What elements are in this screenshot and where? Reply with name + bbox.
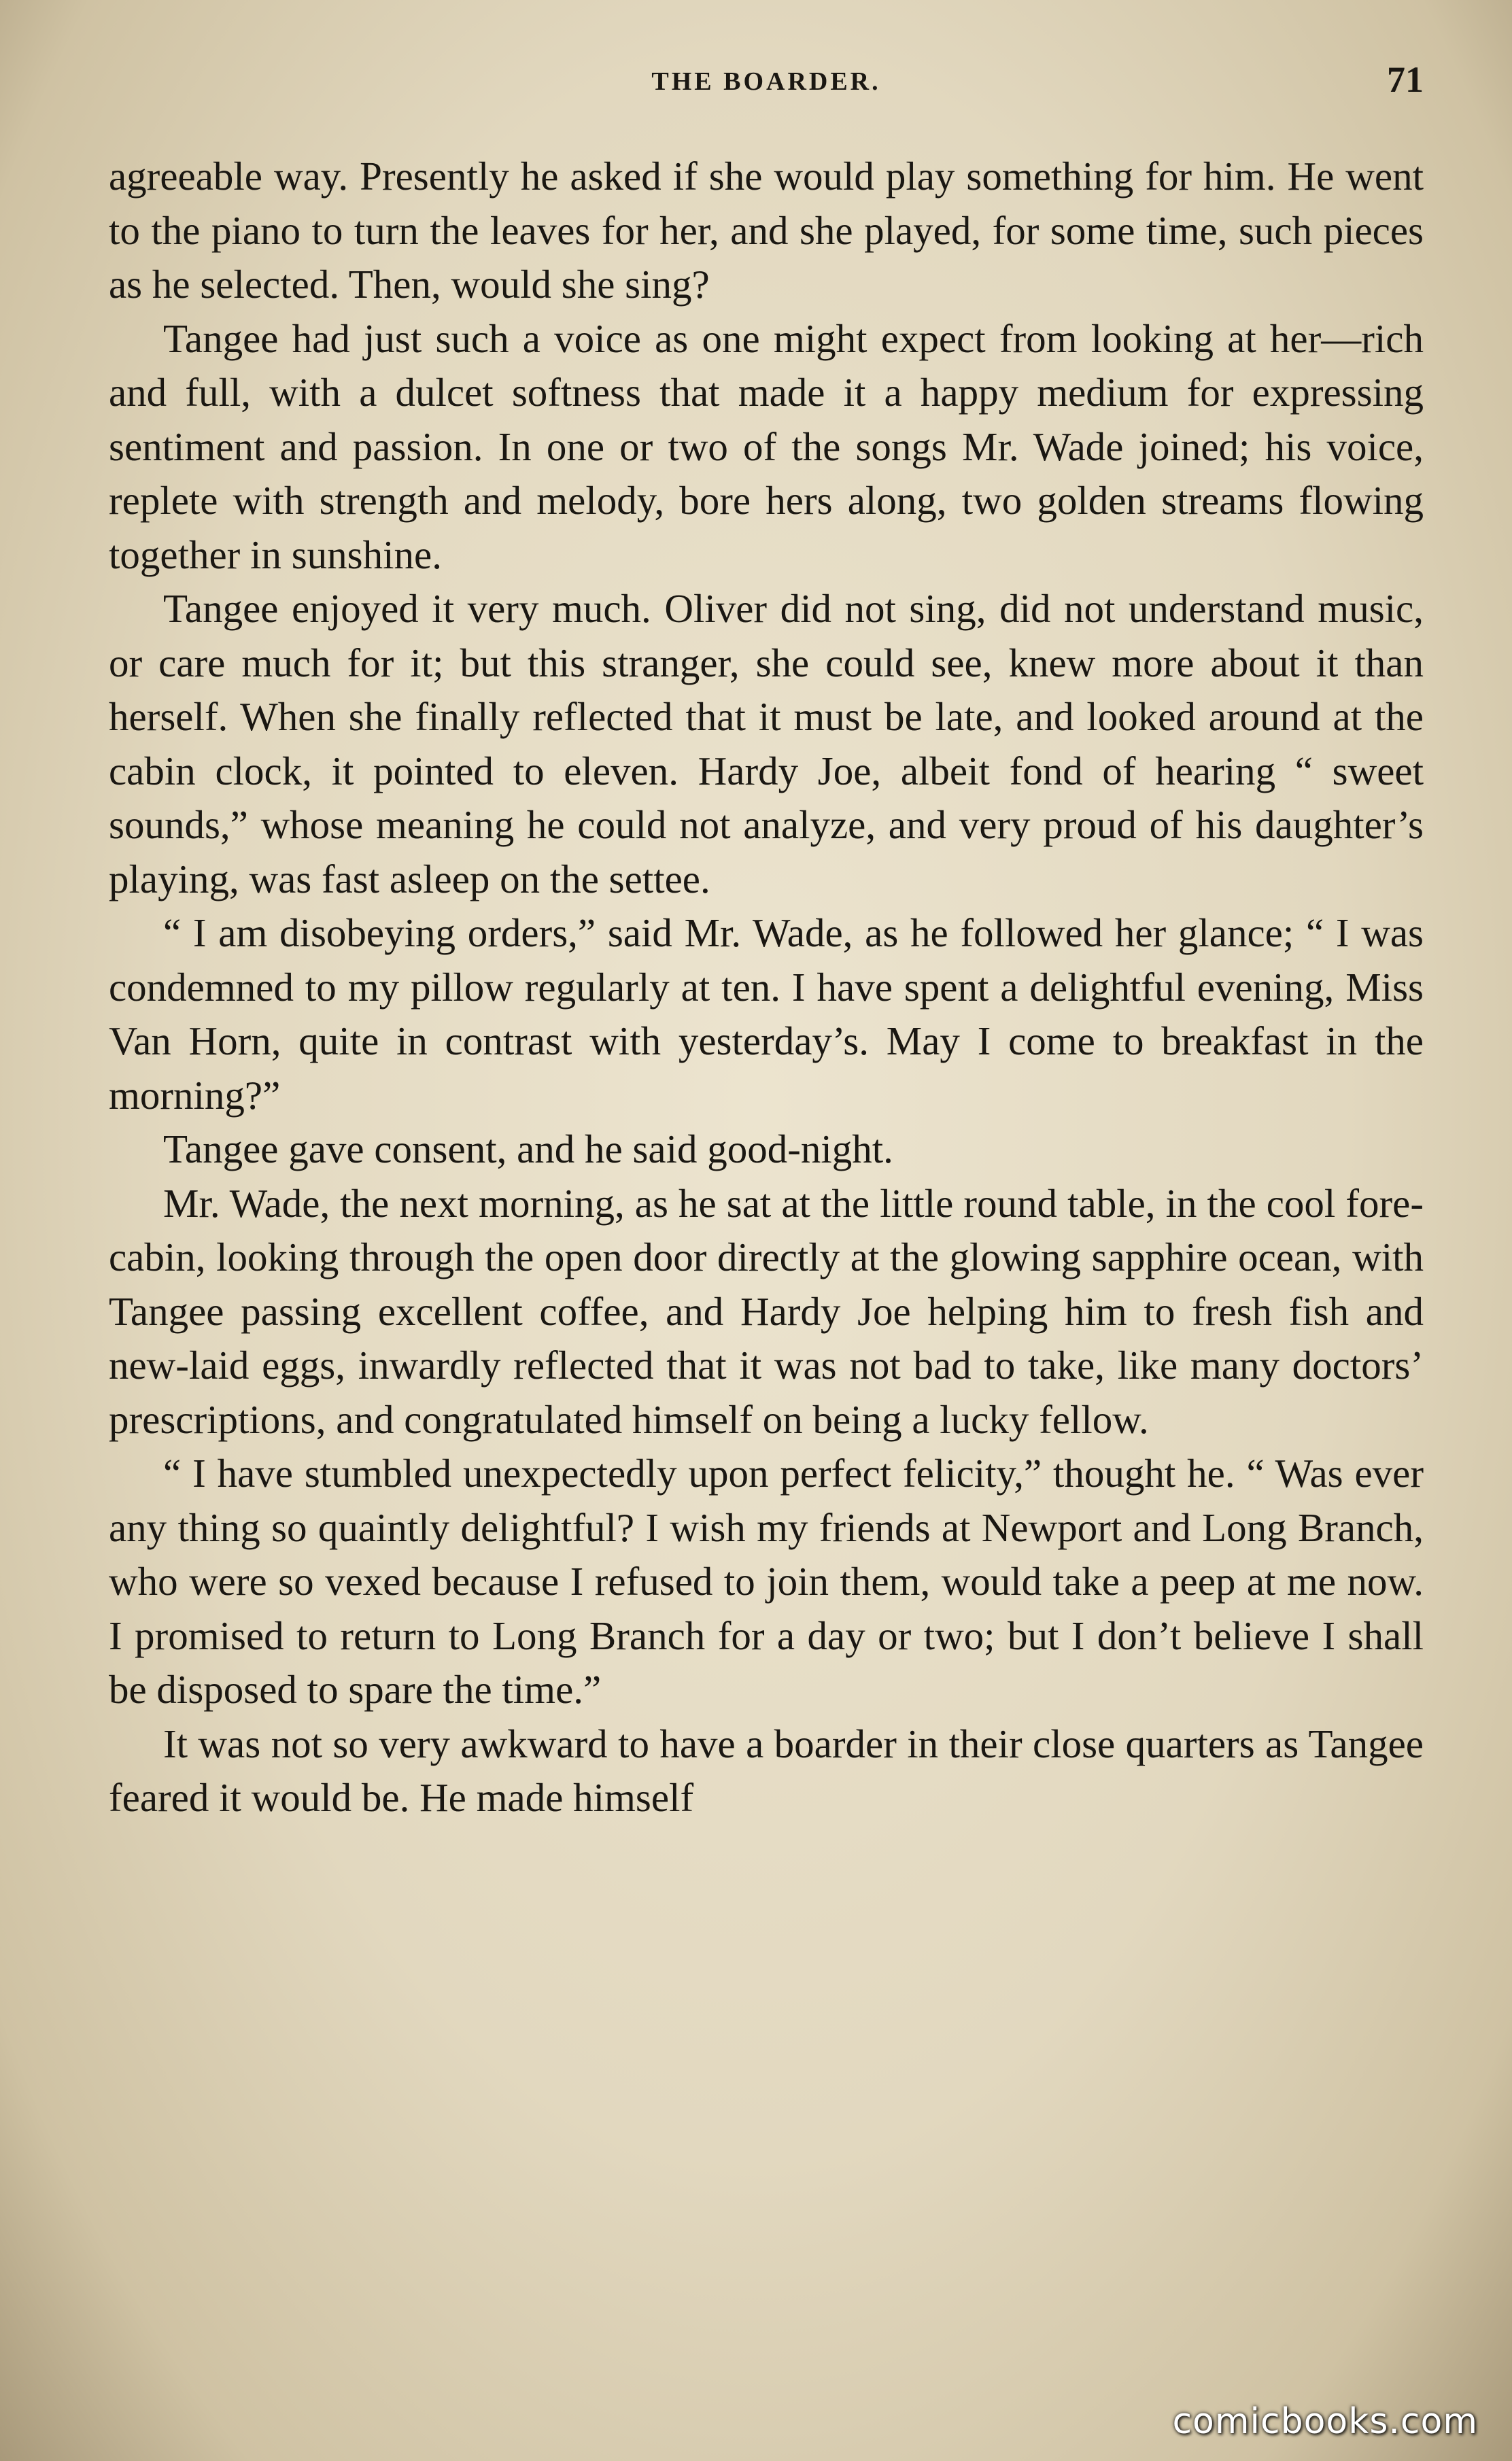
paragraph: “ I am disobeying orders,” said Mr. Wade, as he followed her glance; “ I was condemned to my pillow regularly at ten. I have spent a delightful evening, Miss Van Horn, quite in contrast with yesterday’s. May I come to breakfast in the morning?” [109,910,1424,1118]
paragraph: “ I have stumbled unexpectedly upon perfect felicity,” thought he. “ Was ever any thing so quaintly delightful? I wish my friends at Newport and Long Branch, who were so vexed because I refused to join them, would take a peep at me now. I promised to return to Long Branch for a day or two; but I don’t believe I shall be disposed to spare the time.” [109,1451,1424,1712]
paragraph: Mr. Wade, the next morning, as he sat at the little round table, in the cool fore-cabin, looking through the open door directly at the glowing sapphire ocean, with Tangee passing excellent coffee, and Hardy Joe helping him to fresh fish and new-laid eggs, inwardly reflected that it was not bad to take, like many doctors’ prescriptions, and congratulated himself on being a lucky fellow. [109,1180,1424,1442]
paragraph: agreeable way. Presently he asked if she would play something for him. He went to the piano to turn the leaves for her, and she played, for some time, such pieces as he selected. Then, would she sing? [109,154,1424,307]
watermark: comicbooks.com [1172,2401,1478,2442]
page-header [109,54,1424,102]
paragraph: Tangee enjoyed it very much. Oliver did not sing, did not understand music, or care much for it; but this stranger, she could see, knew more about it than herself. When she finally reflected that it must be late, and looked around at the cabin clock, it pointed to eleven. Hardy Joe, albeit fond of hearing “ sweet sounds,” whose meaning he could not analyze, and very proud of his daughter’s playing, was fast asleep on the settee. [109,586,1424,901]
body-text [109,150,1424,1825]
page-number: 71 [1387,59,1424,100]
paragraph: It was not so very awkward to have a boarder in their close quarters as Tangee feared it would be. He made himself [109,1721,1424,1820]
paragraph: Tangee had just such a voice as one might expect from looking at her—rich and full, with a dulcet softness that made it a happy medium for expressing sentiment and passion. In one or two of the songs Mr. Wade joined; his voice, replete with strength and melody, bore hers along, two golden streams flowing together in sunshine. [109,315,1424,577]
paragraph: Tangee gave consent, and he said good-night. [163,1126,893,1171]
running-head: THE BOARDER. [651,67,881,96]
